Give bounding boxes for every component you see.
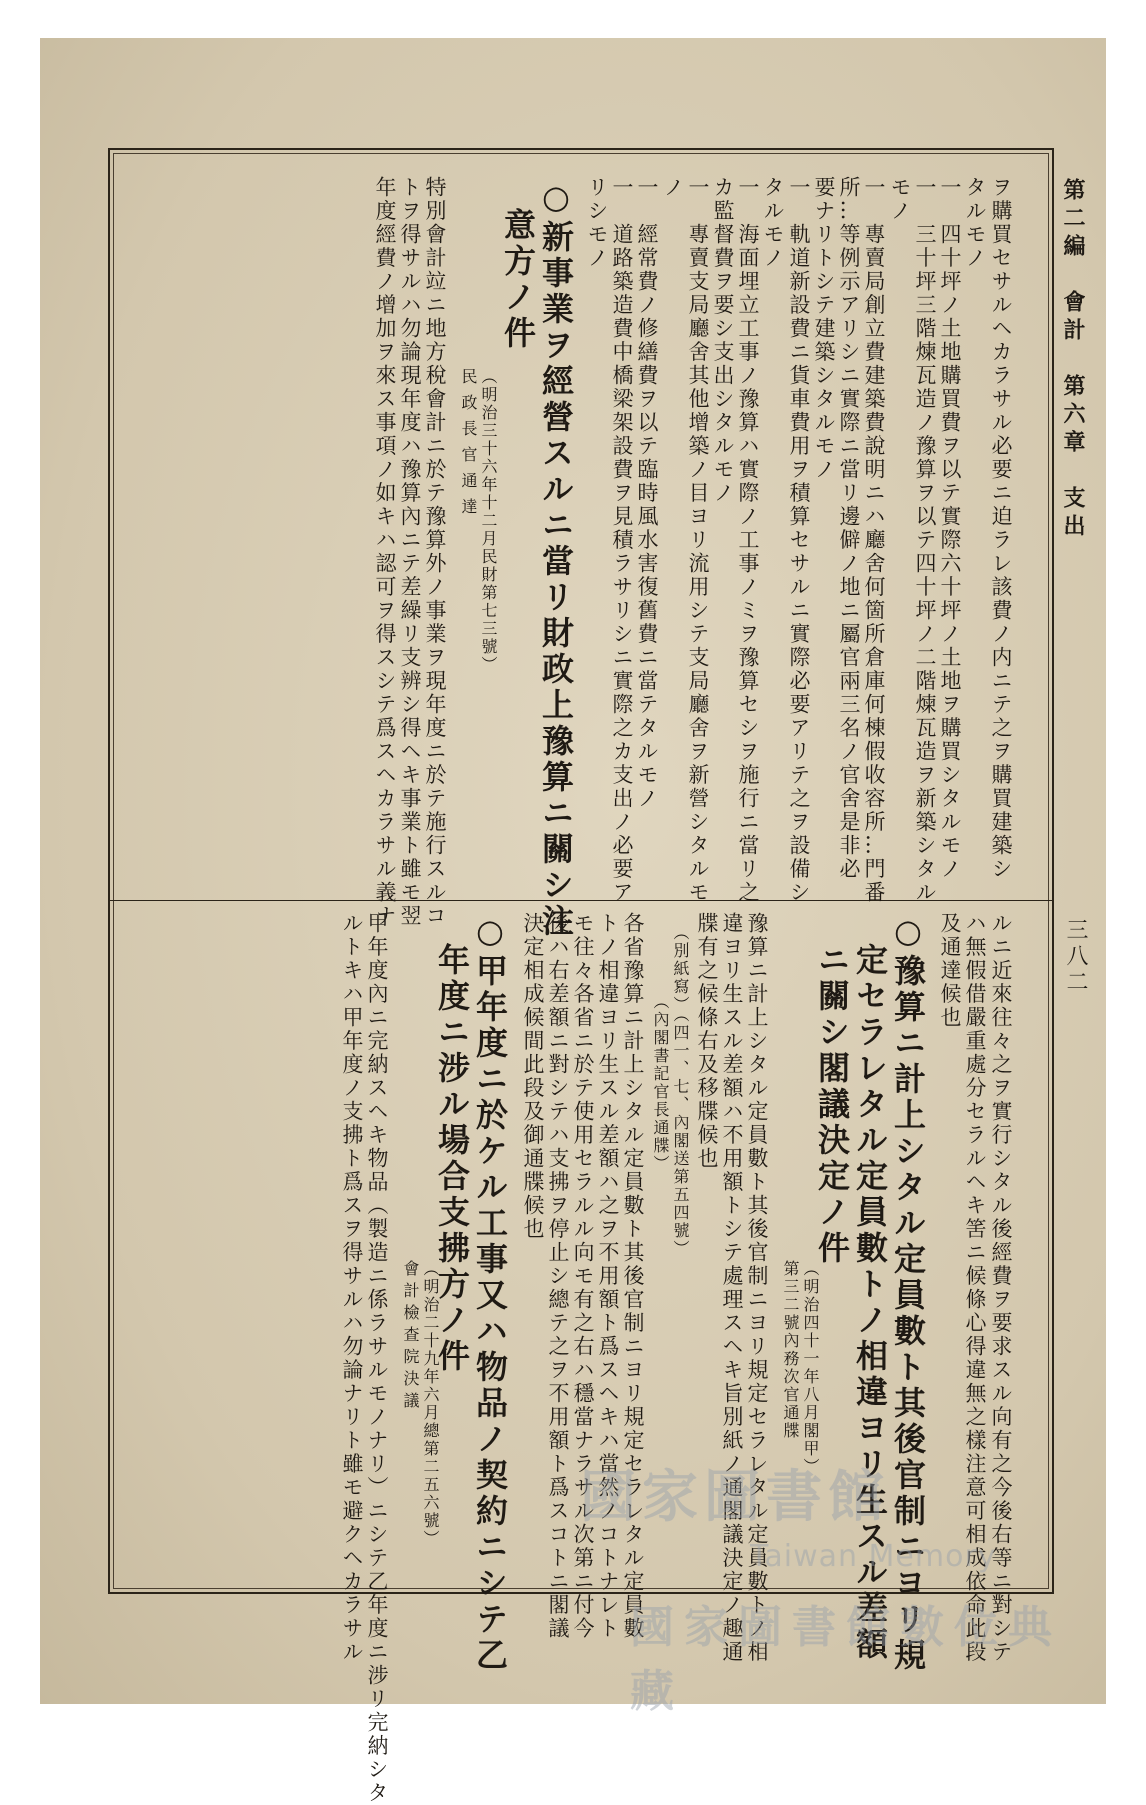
page-paper	[40, 38, 1106, 1805]
scanned-page	[40, 38, 1106, 1805]
text-column: 要ナリトシテ建築シタルモノ	[812, 176, 836, 482]
directive-reference: （明治四十一年八月閣甲）	[801, 1260, 820, 1476]
text-column: ノ	[661, 176, 685, 200]
issuing-authority: 會計檢查院決議	[401, 1260, 420, 1414]
text-column: カ監督費ヲ要シ支出シタルモノ	[711, 176, 735, 505]
text-column: 一 經常費ノ修繕費ヲ以テ臨時風水害復舊費ニ當テタルモノ	[635, 176, 659, 811]
section-heading: 定セラレタル定員數トノ相違ヨリ生スル差額	[851, 943, 889, 1663]
text-column: 違ヨリ生スル差額ハ不用額トシテ處理スヘキ旨別紙ノ通閣議決定ノ趣通	[720, 912, 744, 1664]
text-column: 豫算ニ計上シタル定員數ト其後官制ニヨリ規定セラレタル定員數トノ相	[745, 912, 769, 1664]
text-column: 牒有之候條右及移牒候也	[695, 912, 719, 1171]
text-column: トノ相違ヨリ生スル差額ハ之ヲ不用額ト爲スヘキハ當然ノコトナレト	[596, 912, 620, 1641]
text-column: 一 三十坪三階煉瓦造ノ豫算ヲ以テ四十坪ノ二階煉瓦造ヲ新築シタル	[913, 176, 937, 905]
text-column: ハ無假借嚴重處分セラルヘキ筈ニ候條心得違無之樣注意可相成依命此段	[963, 912, 987, 1664]
text-column: 一 軌道新設費ニ貨車費用ヲ積算セサルニ實際必要アリテ之ヲ設備シ	[787, 176, 811, 905]
section-heading: 年度ニ涉ル場合支拂方ノ件	[433, 943, 471, 1375]
watermark-latin: Taiwan Memory	[750, 1539, 997, 1574]
directive-reference: （明治二十九年六月總第二五六號）	[421, 1260, 440, 1548]
text-column: リシモノ	[585, 176, 609, 270]
text-column: 一 海面埋立工事ノ豫算ハ實際ノ工事ノミヲ豫算セシヲ施行ニ當リ之	[736, 176, 760, 905]
text-column: 及通達候也	[938, 912, 962, 1030]
text-column: 決定相成候間此段及御通牒候也	[521, 912, 545, 1241]
section-divider	[110, 900, 1052, 901]
text-column: 一 四十坪ノ土地購買費ヲ以テ實際六十坪ノ土地ヲ購買シタルモノ	[938, 176, 962, 881]
text-column: 後ハ右差額ニ對シテハ支拂ヲ停止シ總テ之ヲ不用額ト爲スコトニ閣議	[546, 912, 570, 1641]
issuing-authority: 民政長官通達	[459, 368, 478, 524]
attachment-reference: （內閣書記官長通牒）	[651, 993, 670, 1173]
text-column: 一 專賣局創立費建築費說明ニハ廳舍何箇所倉庫何棟假收容所…門番	[862, 176, 886, 905]
text-column: 年度經費ノ增加ヲ來ス事項ノ如キハ認可ヲ得スシテ爲スヘカラサル義ナ	[373, 176, 397, 928]
section-heading: 意方ノ件	[499, 208, 537, 352]
watermark-library-name: 國家圖書館數位典藏	[630, 1602, 1062, 1717]
section-heading: ○甲年度ニ於ケル工事又ハ物品ノ契約ニシテ乙	[471, 912, 509, 1674]
text-column: 甲年度內ニ完納スヘキ物品（製造ニ係ラサルモノナリ）ニシテ乙年度ニ涉リ完納シタ	[365, 912, 389, 1805]
text-column: モ往々各省ニ於テ使用セラルル向モ有之右ハ穩當ナラサル次第ニ付今	[571, 912, 595, 1641]
text-column: 一 道路築造費中橋梁架設費ヲ見積ラサリシニ實際之カ支出ノ必要ア	[610, 176, 634, 905]
text-column: 各省豫算ニ計上シタル定員數ト其後官制ニヨリ規定セラレタル定員數	[621, 912, 645, 1641]
running-head: 第二編 會計 第六章 支出	[1060, 178, 1086, 542]
text-column: 特別會計竝ニ地方稅會計ニ於テ豫算外ノ事業ヲ現年度ニ於テ施行スルコ	[423, 176, 447, 928]
text-column: ルトキハ甲年度ノ支拂ト爲スヲ得サルハ勿論ナリト雖モ避クヘカラサル	[340, 912, 364, 1664]
library-watermark	[570, 1453, 1090, 1717]
section-heading: ニ關シ閣議決定ノ件	[813, 943, 851, 1267]
section-heading: ○新事業ヲ經營スルニ當リ財政上豫算ニ關シ注	[537, 178, 575, 940]
watermark-script: 國家圖書館	[580, 1465, 890, 1530]
text-column: トヲ得サルハ勿論現年度ハ豫算內ニテ差繰リ支辨シ得ヘキ事業ト雖モ翌	[398, 176, 422, 928]
text-column: ルニ近來往々之ヲ實行シタル後經費ヲ要求スル向有之今後右等ニ對シテ	[989, 912, 1013, 1664]
text-column: タルモノ	[761, 176, 785, 270]
page-number: 三八二	[1063, 918, 1088, 996]
directive-reference: （明治三十六年十二月民財第七三號）	[479, 368, 498, 674]
text-column: ヲ購買セサルヘカラサル必要ニ迫ラレ該費ノ内ニテ之ヲ購買建築シ	[989, 176, 1013, 881]
section-heading: ○豫算ニ計上シタル定員數ト其後官制ニヨリ規	[889, 912, 927, 1674]
attachment-reference: （別紙寫）（四一、七、內閣送第五四號）	[671, 924, 690, 1258]
text-column: 一 專賣支局廳舍其他增築ノ目ヨリ流用シテ支局廳舍ヲ新營シタルモ	[686, 176, 710, 905]
text-column: モノ	[888, 176, 912, 223]
issuing-authority: 第三二號內務次官通牒	[781, 1260, 800, 1440]
text-column: 所…等例示アリシニ實際ニ當リ邊僻ノ地ニ屬官兩三名ノ官舍是非必	[837, 176, 861, 881]
text-column: タルモノ	[963, 176, 987, 270]
